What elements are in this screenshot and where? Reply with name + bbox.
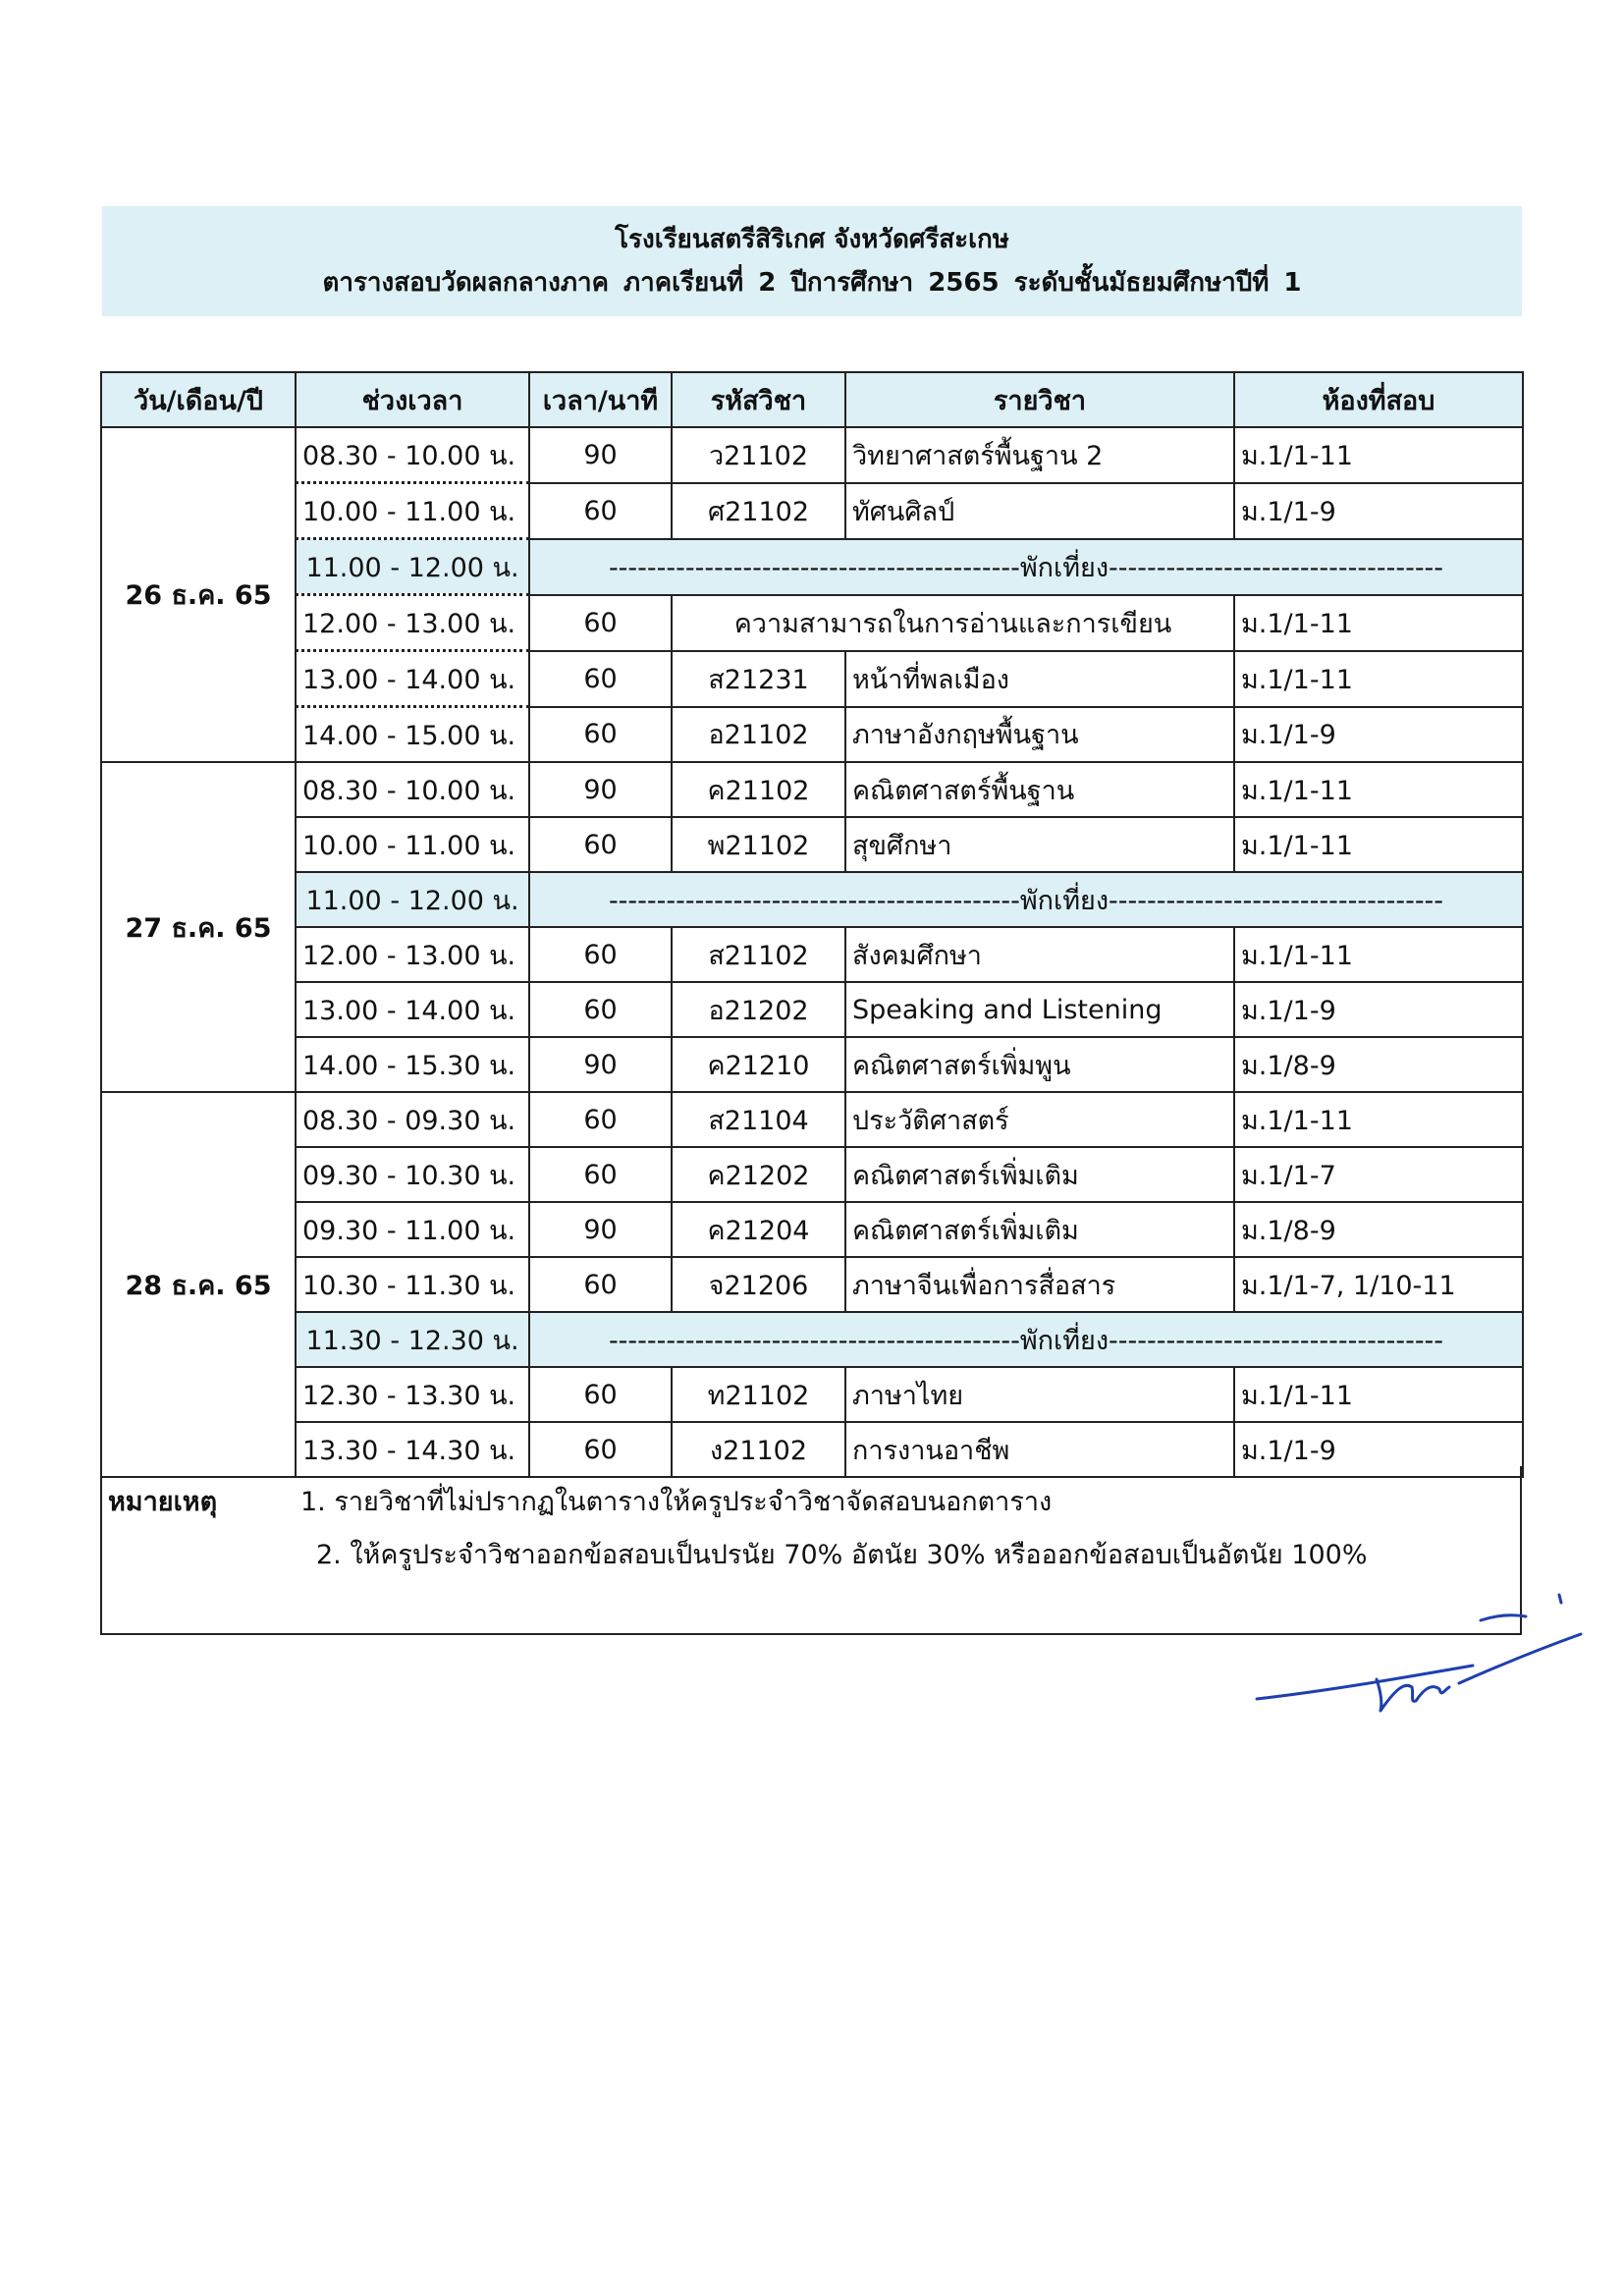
subject-cell: Speaking and Listening — [845, 982, 1234, 1037]
table-body — [101, 427, 1523, 1477]
minutes-cell: 60 — [529, 1422, 672, 1477]
room-cell: ม.1/1-9 — [1234, 483, 1523, 539]
exam-date: 26 ธ.ค. 65 — [101, 427, 296, 762]
time-cell: 13.00 - 14.00 น. — [296, 982, 529, 1037]
subject-cell: ความสามารถในการอ่านและการเขียน — [672, 595, 1234, 651]
table-row — [101, 927, 1523, 982]
column-header: ห้องที่สอบ — [1234, 372, 1523, 427]
time-cell: 10.00 - 11.00 น. — [296, 817, 529, 872]
subject-code-cell: ค21204 — [672, 1202, 845, 1257]
room-cell: ม.1/1-9 — [1234, 982, 1523, 1037]
minutes-cell: 60 — [529, 707, 672, 763]
time-cell: 13.00 - 14.00 น. — [296, 651, 529, 707]
subject-code-cell: ค21210 — [672, 1037, 845, 1092]
exam-schedule-table — [100, 371, 1524, 1478]
time-cell: 11.00 - 12.00 น. — [296, 539, 529, 595]
school-name: โรงเรียนสตรีสิริเกศ จังหวัดศรีสะเกษ — [615, 225, 1009, 254]
room-cell: ม.1/1-11 — [1234, 427, 1523, 483]
time-cell: 11.30 - 12.30 น. — [296, 1312, 529, 1367]
table-row — [101, 707, 1523, 763]
room-cell: ม.1/1-11 — [1234, 1367, 1523, 1422]
room-cell: ม.1/1-11 — [1234, 762, 1523, 817]
table-row — [101, 982, 1523, 1037]
time-cell: 10.00 - 11.00 น. — [296, 483, 529, 539]
room-cell: ม.1/8-9 — [1234, 1202, 1523, 1257]
room-cell: ม.1/1-11 — [1234, 927, 1523, 982]
table-row — [101, 1202, 1523, 1257]
subject-cell: ภาษาจีนเพื่อการสื่อสาร — [845, 1257, 1234, 1312]
time-cell: 08.30 - 10.00 น. — [296, 762, 529, 817]
minutes-cell: 60 — [529, 982, 672, 1037]
subject-cell: ประวัติศาสตร์ — [845, 1092, 1234, 1147]
exam-date: 28 ธ.ค. 65 — [101, 1092, 296, 1477]
lunch-row — [101, 872, 1523, 927]
subject-code-cell: ง21102 — [672, 1422, 845, 1477]
table-row — [101, 651, 1523, 707]
minutes-cell: 60 — [529, 595, 672, 651]
time-cell: 12.00 - 13.00 น. — [296, 927, 529, 982]
minutes-cell: 90 — [529, 1037, 672, 1092]
subject-code-cell: ส21102 — [672, 927, 845, 982]
room-cell: ม.1/1-7 — [1234, 1147, 1523, 1202]
minutes-cell: 60 — [529, 1147, 672, 1202]
table-row — [101, 1092, 1523, 1147]
table-row — [101, 1257, 1523, 1312]
schedule-title: ตารางสอบวัดผลกลางภาค ภาคเรียนที่ 2 ปีการศึกษา 2565 ระดับชั้นมัธยมศึกษาปีที่ 1 — [322, 268, 1302, 298]
subject-cell: คณิตศาสตร์เพิ่มเติม — [845, 1147, 1234, 1202]
column-header: เวลา/นาที — [529, 372, 672, 427]
table-row — [101, 1367, 1523, 1422]
subject-code-cell: พ21102 — [672, 817, 845, 872]
minutes-cell: 90 — [529, 427, 672, 483]
time-cell: 09.30 - 11.00 น. — [296, 1202, 529, 1257]
table-row — [101, 762, 1523, 817]
subject-cell: สังคมศึกษา — [845, 927, 1234, 982]
subject-cell: วิทยาศาสตร์พื้นฐาน 2 — [845, 427, 1234, 483]
time-cell: 14.00 - 15.30 น. — [296, 1037, 529, 1092]
room-cell: ม.1/8-9 — [1234, 1037, 1523, 1092]
subject-cell: คณิตศาสตร์เพิ่มเติม — [845, 1202, 1234, 1257]
minutes-cell: 60 — [529, 1367, 672, 1422]
minutes-cell: 60 — [529, 927, 672, 982]
signature-image — [1247, 1581, 1591, 1719]
document-header — [102, 206, 1522, 316]
subject-cell: คณิตศาสตร์เพิ่มพูน — [845, 1037, 1234, 1092]
room-cell: ม.1/1-11 — [1234, 1092, 1523, 1147]
note-item: 1. รายวิชาที่ไม่ปรากฏในตารางให้ครูประจำวิชาจัดสอบนอกตาราง — [300, 1487, 1053, 1517]
table-row — [101, 817, 1523, 872]
subject-code-cell: ค21102 — [672, 762, 845, 817]
time-cell: 12.30 - 13.30 น. — [296, 1367, 529, 1422]
table-row — [101, 427, 1523, 483]
room-cell: ม.1/1-9 — [1234, 707, 1523, 763]
minutes-cell: 60 — [529, 1092, 672, 1147]
time-cell: 11.00 - 12.00 น. — [296, 872, 529, 927]
subject-code-cell: ค21202 — [672, 1147, 845, 1202]
time-cell: 14.00 - 15.00 น. — [296, 707, 529, 763]
subject-cell: หน้าที่พลเมือง — [845, 651, 1234, 707]
minutes-cell: 60 — [529, 483, 672, 539]
subject-code-cell: อ21202 — [672, 982, 845, 1037]
table-header-row — [101, 372, 1523, 427]
room-cell: ม.1/1-11 — [1234, 817, 1523, 872]
table-row — [101, 1037, 1523, 1092]
time-cell: 13.30 - 14.30 น. — [296, 1422, 529, 1477]
time-cell: 10.30 - 11.30 น. — [296, 1257, 529, 1312]
minutes-cell: 60 — [529, 651, 672, 707]
subject-code-cell: จ21206 — [672, 1257, 845, 1312]
column-header: ช่วงเวลา — [296, 372, 529, 427]
lunch-break-label: -------------------------------------------พักเที่ยง----------------------------------- — [529, 539, 1523, 595]
lunch-break-label: -------------------------------------------พักเที่ยง----------------------------------- — [529, 872, 1523, 927]
lunch-row — [101, 539, 1523, 595]
table-row — [101, 1147, 1523, 1202]
subject-code-cell: ว21102 — [672, 427, 845, 483]
subject-cell: คณิตศาสตร์พื้นฐาน — [845, 762, 1234, 817]
minutes-cell: 90 — [529, 1202, 672, 1257]
subject-code-cell: ส21231 — [672, 651, 845, 707]
subject-cell: ทัศนศิลป์ — [845, 483, 1234, 539]
minutes-cell: 90 — [529, 762, 672, 817]
table-row — [101, 595, 1523, 651]
lunch-break-label: -------------------------------------------พักเที่ยง----------------------------------- — [529, 1312, 1523, 1367]
exam-date: 27 ธ.ค. 65 — [101, 762, 296, 1092]
notes-label: หมายเหตุ — [108, 1487, 218, 1517]
column-header: รหัสวิชา — [672, 372, 845, 427]
subject-cell: การงานอาชีพ — [845, 1422, 1234, 1477]
subject-cell: สุขศึกษา — [845, 817, 1234, 872]
subject-code-cell: ศ21102 — [672, 483, 845, 539]
subject-cell: ภาษาไทย — [845, 1367, 1234, 1422]
column-header: รายวิชา — [845, 372, 1234, 427]
minutes-cell: 60 — [529, 817, 672, 872]
subject-code-cell: อ21102 — [672, 707, 845, 763]
time-cell: 09.30 - 10.30 น. — [296, 1147, 529, 1202]
subject-code-cell: ท21102 — [672, 1367, 845, 1422]
minutes-cell: 60 — [529, 1257, 672, 1312]
time-cell: 08.30 - 10.00 น. — [296, 427, 529, 483]
subject-cell: ภาษาอังกฤษพื้นฐาน — [845, 707, 1234, 763]
subject-code-cell: ส21104 — [672, 1092, 845, 1147]
table-row — [101, 483, 1523, 539]
room-cell: ม.1/1-11 — [1234, 651, 1523, 707]
lunch-row — [101, 1312, 1523, 1367]
note-item: 2. ให้ครูประจำวิชาออกข้อสอบเป็นปรนัย 70% อัตนัย 30% หรือออกข้อสอบเป็นอัตนัย 100% — [316, 1540, 1368, 1570]
room-cell: ม.1/1-9 — [1234, 1422, 1523, 1477]
time-cell: 08.30 - 09.30 น. — [296, 1092, 529, 1147]
column-header: วัน/เดือน/ปี — [101, 372, 296, 427]
room-cell: ม.1/1-7, 1/10-11 — [1234, 1257, 1523, 1312]
room-cell: ม.1/1-11 — [1234, 595, 1523, 651]
time-cell: 12.00 - 13.00 น. — [296, 595, 529, 651]
